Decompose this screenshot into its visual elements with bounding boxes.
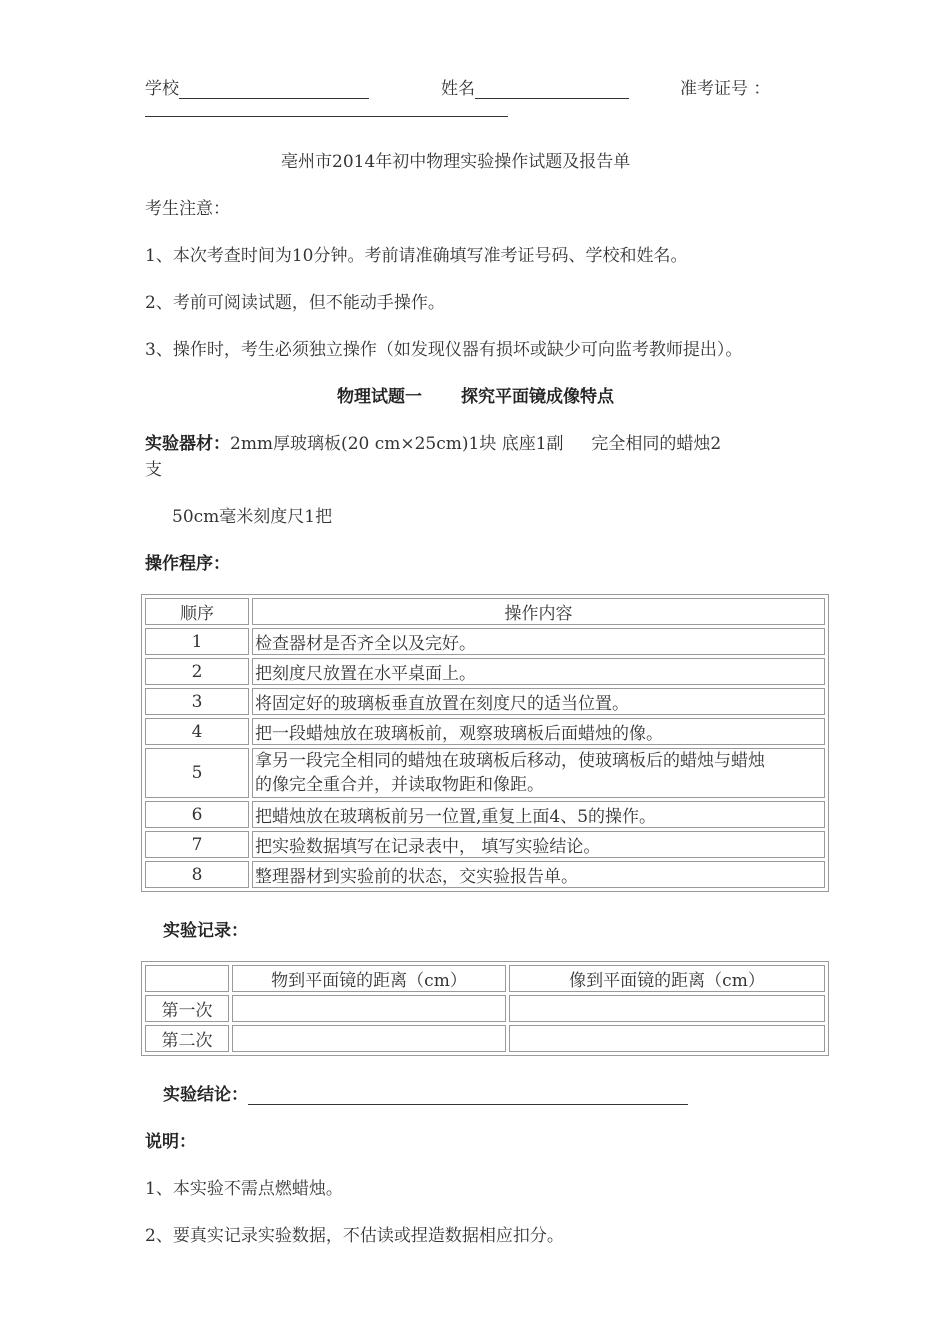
materials-text: 2mm厚玻璃板(20 cm×25cm)1块 底座1副 完全相同的蜡烛2 xyxy=(230,434,722,454)
table-row xyxy=(145,1025,825,1052)
step-no: 2 xyxy=(145,658,249,685)
materials-line-3: 50cm毫米刻度尺1把 xyxy=(172,507,333,527)
step-text: 将固定好的玻璃板垂直放置在刻度尺的适当位置。 xyxy=(252,688,825,715)
step-no: 3 xyxy=(145,688,249,715)
notice-item-3: 3、操作时，考生必须独立操作（如发现仪器有损坏或缺少可向监考教师提出）。 xyxy=(145,340,743,360)
experiment-number: 物理试题一 xyxy=(337,387,422,407)
table-row xyxy=(145,831,825,858)
table-row xyxy=(145,658,825,685)
table-row xyxy=(145,688,825,715)
procedure-heading: 操作程序： xyxy=(145,554,230,574)
exam-id-blank[interactable] xyxy=(145,116,508,117)
table-row xyxy=(145,801,825,828)
col-content: 操作内容 xyxy=(252,598,825,625)
step-text-line-1: 拿另一段完全相同的蜡烛在玻璃板后移动，使玻璃板后的蜡烛与蜡烛 xyxy=(255,751,765,771)
step-text: 整理器材到实验前的状态，交实验报告单。 xyxy=(252,861,825,888)
step-no: 5 xyxy=(145,748,249,798)
trial-label: 第一次 xyxy=(145,995,229,1022)
object-distance-cell[interactable] xyxy=(232,1025,506,1052)
record-corner xyxy=(145,965,229,992)
materials-line-1 xyxy=(145,429,721,454)
experiment-name: 探究平面镜成像特点 xyxy=(461,387,614,407)
table-row xyxy=(145,861,825,888)
col-order: 顺序 xyxy=(145,598,249,625)
step-no: 1 xyxy=(145,628,249,655)
step-text: 把刻度尺放置在水平桌面上。 xyxy=(252,658,825,685)
procedure-header-row xyxy=(145,598,825,625)
step-text-line-2: 的像完全重合并，并读取物距和像距。 xyxy=(255,775,544,795)
step-text: 把一段蜡烛放在玻璃板前，观察玻璃板后面蜡烛的像。 xyxy=(252,718,825,745)
trial-label: 第二次 xyxy=(145,1025,229,1052)
step-text xyxy=(252,748,825,798)
school-label: 学校 xyxy=(145,79,179,99)
step-no: 8 xyxy=(145,861,249,888)
step-no: 4 xyxy=(145,718,249,745)
step-no: 6 xyxy=(145,801,249,828)
notice-heading: 考生注意： xyxy=(145,199,230,219)
conclusion-label: 实验结论： xyxy=(163,1085,248,1105)
notes-item-2: 2、要真实记录实验数据，不估读或捏造数据相应扣分。 xyxy=(145,1226,564,1246)
table-row xyxy=(145,748,825,798)
image-distance-cell[interactable] xyxy=(509,1025,825,1052)
object-distance-cell[interactable] xyxy=(232,995,506,1022)
exam-id-label: 准考证号 ： xyxy=(680,79,771,99)
school-blank[interactable] xyxy=(179,80,369,99)
record-header-row xyxy=(145,965,825,992)
step-text: 检查器材是否齐全以及完好。 xyxy=(252,628,825,655)
notice-item-1: 1、本次考查时间为10分钟。考前请准确填写准考证号码、学校和姓名。 xyxy=(145,246,688,266)
name-field xyxy=(441,74,629,99)
notes-heading: 说明： xyxy=(145,1132,196,1152)
step-text: 把蜡烛放在玻璃板前另一位置,重复上面4、5的操作。 xyxy=(252,801,825,828)
name-label: 姓名 xyxy=(441,79,475,99)
document-title: 亳州市2014年初中物理实验操作试题及报告单 xyxy=(281,152,631,172)
school-field xyxy=(145,74,369,99)
materials-label: 实验器材： xyxy=(145,434,230,454)
table-row xyxy=(145,718,825,745)
step-no: 7 xyxy=(145,831,249,858)
materials-line-2: 支 xyxy=(145,460,162,480)
notes-item-1: 1、本实验不需点燃蜡烛。 xyxy=(145,1179,343,1199)
table-row xyxy=(145,628,825,655)
conclusion-field xyxy=(163,1080,688,1105)
name-blank[interactable] xyxy=(475,80,629,99)
col-object-distance: 物到平面镜的距离（cm） xyxy=(232,965,506,992)
record-table xyxy=(141,961,829,1056)
notice-item-2: 2、考前可阅读试题，但不能动手操作。 xyxy=(145,293,445,313)
image-distance-cell[interactable] xyxy=(509,995,825,1022)
col-image-distance: 像到平面镜的距离（cm） xyxy=(509,965,825,992)
record-heading: 实验记录： xyxy=(163,921,248,941)
step-text: 把实验数据填写在记录表中， 填写实验结论。 xyxy=(252,831,825,858)
conclusion-blank[interactable] xyxy=(248,1086,688,1105)
procedure-table xyxy=(141,594,829,892)
table-row xyxy=(145,995,825,1022)
